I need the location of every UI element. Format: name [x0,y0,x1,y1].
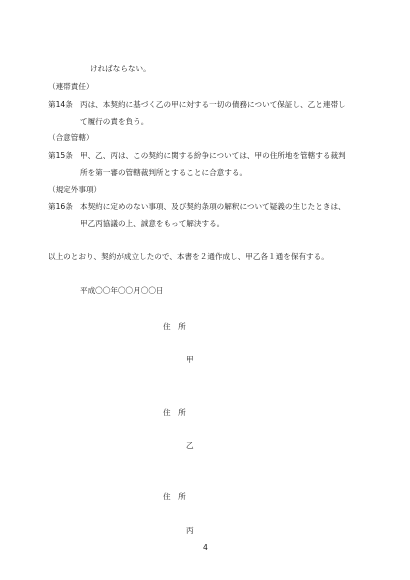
party-b-address-label: 住 所 [163,408,186,417]
closing-statement: 以上のとおり、契約が成立したので、本書を２通作成し、甲乙各１通を保有する。 [48,252,329,261]
contract-date: 平成〇〇年〇〇月〇〇日 [80,286,164,295]
article-15-text-cont: 所を第一審の管轄裁判所とすることに合意する。 [80,168,248,177]
article-15-line [48,152,346,160]
article-15-number: 第15条 [48,151,73,160]
article-15-text: 甲、乙、丙は、この契約に関する紛争については、甲の住所地を管轄する裁判 [80,151,346,160]
article-16-number: 第16条 [48,202,73,211]
article-15-heading: （合意管轄） [48,133,94,142]
continuation-text: ければならない。 [90,64,151,73]
article-14-heading: （連帯責任） [48,82,94,91]
party-a-label: 甲 [186,355,194,364]
party-a-address-label: 住 所 [163,322,186,331]
article-16-text-cont: 甲乙丙協議の上、誠意をもって解決する。 [80,219,225,228]
article-16-heading: （規定外事項） [48,185,102,194]
article-14-text: 丙は、本契約に基づく乙の甲に対する一切の債務について保証し、乙と連帯し [80,100,346,109]
article-16-line [48,203,346,211]
article-16-text: 本契約に定めのない事項、及び契約条項の解釈について疑義の生じたときは、 [80,202,346,211]
page-number: 4 [203,543,208,552]
party-c-label: 丙 [186,526,194,535]
party-b-label: 乙 [186,441,194,450]
article-14-text-cont: て履行の責を負う。 [80,117,149,126]
article-14-number: 第14条 [48,100,73,109]
party-c-address-label: 住 所 [163,492,186,501]
article-14-line [48,101,346,109]
